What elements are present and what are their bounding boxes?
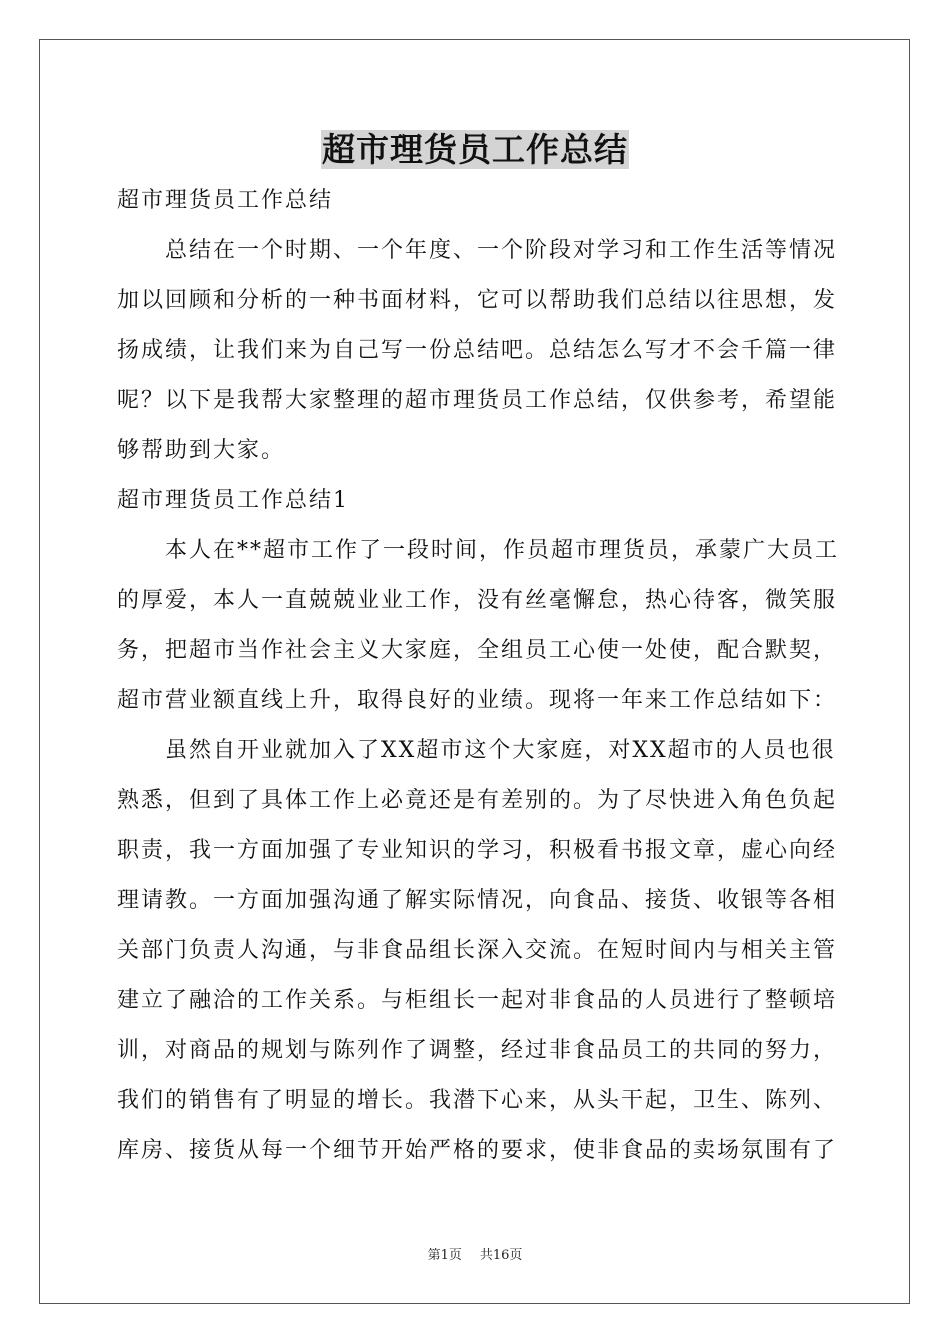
page-footer (0, 1247, 950, 1265)
body-line: 呢？以下是我帮大家整理的超市理货员工作总结，仅供参考，希望能 (117, 388, 838, 413)
body-line: 加以回顾和分析的一种书面材料，它可以帮助我们总结以往思想，发 (117, 288, 838, 313)
body-line: 职责，我一方面加强了专业知识的学习，积极看书报文章，虚心向经 (117, 838, 838, 863)
page-total: 共16页 (479, 1248, 523, 1263)
body-line: 超市理货员工作总结 (117, 188, 334, 213)
body-line: 本人在**超市工作了一段时间，作员超市理货员，承蒙广大员工 (165, 538, 840, 563)
body-line: 超市理货员工作总结1 (117, 488, 349, 513)
body-line: 总结在一个时期、一个年度、一个阶段对学习和工作生活等情况 (165, 238, 838, 263)
body-line: 的厚爱，本人一直兢兢业业工作，没有丝毫懈怠，热心待客，微笑服 (117, 588, 838, 613)
body-line: 够帮助到大家。 (117, 438, 286, 463)
body-line: 扬成绩，让我们来为自己写一份总结吧。总结怎么写才不会千篇一律 (117, 338, 838, 363)
body-line: 训，对商品的规划与陈列作了调整，经过非食品员工的共同的努力， (117, 1038, 838, 1063)
body-line: 超市营业额直线上升，取得良好的业绩。现将一年来工作总结如下： (117, 688, 838, 713)
body-line: 关部门负责人沟通，与非食品组长深入交流。在短时间内与相关主管 (117, 938, 838, 963)
body-line: 理请教。一方面加强沟通了解实际情况，向食品、接货、收银等各相 (117, 888, 838, 913)
page-number: 第1页 (427, 1248, 462, 1263)
document-title-text: 超市理货员工作总结 (322, 130, 628, 169)
document-body (117, 176, 840, 1176)
document-title (0, 126, 950, 174)
body-line: 熟悉，但到了具体工作上必竟还是有差别的。为了尽快进入角色负起 (117, 788, 838, 813)
body-line: 我们的销售有了明显的增长。我潜下心来，从头干起，卫生、陈列、 (117, 1088, 838, 1113)
body-line: 务，把超市当作社会主义大家庭，全组员工心使一处使，配合默契， (117, 638, 838, 663)
body-line: 库房、接货从每一个细节开始严格的要求，使非食品的卖场氛围有了 (117, 1138, 838, 1163)
body-line: 建立了融洽的工作关系。与柜组长一起对非食品的人员进行了整顿培 (117, 988, 838, 1013)
body-line: 虽然自开业就加入了XX超市这个大家庭，对XX超市的人员也很 (165, 738, 836, 763)
